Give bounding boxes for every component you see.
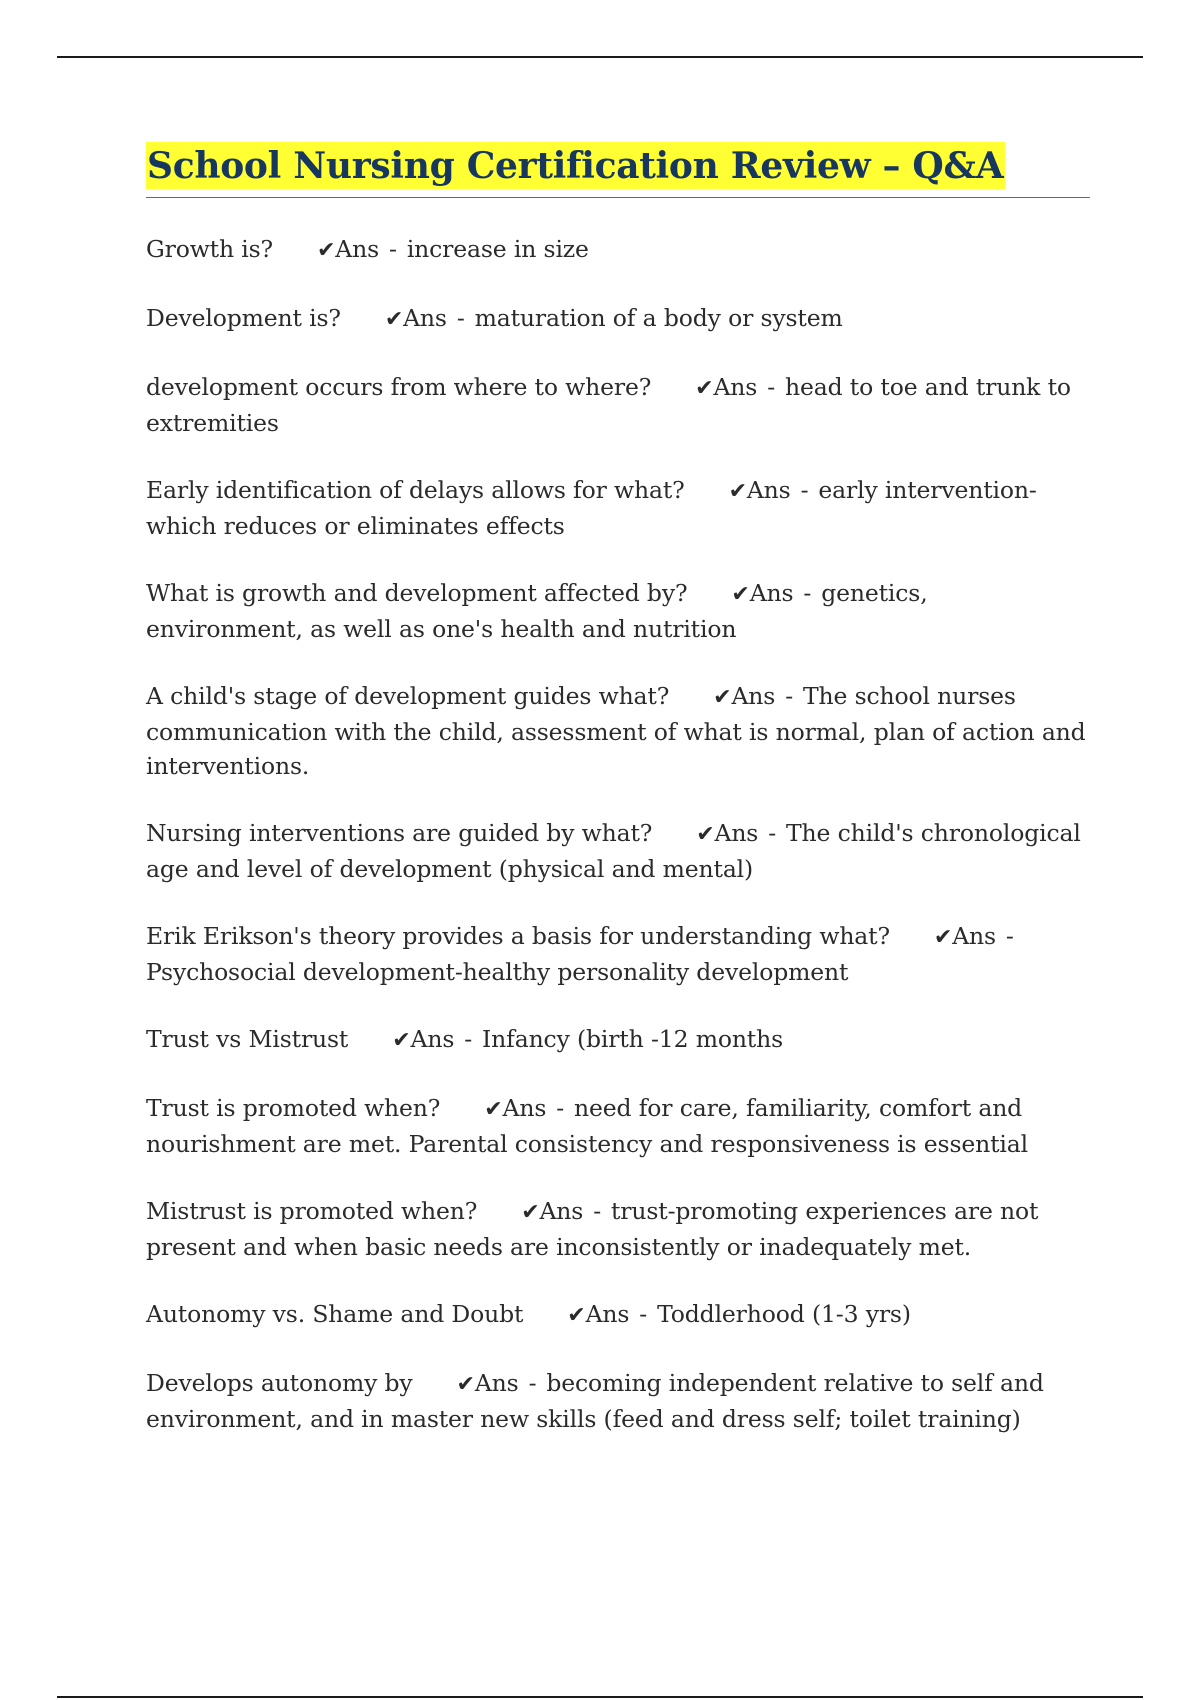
question-text: Trust vs Mistrust [146, 1025, 349, 1053]
answer-dash: - [593, 1197, 601, 1225]
qa-item [146, 1366, 1090, 1436]
answer-dash: - [785, 682, 793, 710]
check-mark-icon: ✔ [933, 925, 953, 950]
answer-text: need for care, familiarity, comfort and nourishment are met. Parental consistency and responsiveness is essential [146, 1094, 1028, 1158]
title-block [146, 142, 1090, 198]
question-text: Develops autonomy by [146, 1369, 413, 1397]
answer-dash: - [767, 373, 775, 401]
question-text: A child's stage of development guides what? [146, 682, 670, 710]
answer-dash: - [456, 304, 465, 332]
question-text: What is growth and development affected by? [146, 579, 688, 607]
answer-dash: - [803, 579, 812, 607]
answer-text: Psychosocial development-healthy personality development [146, 958, 849, 986]
check-mark-icon: ✔ [567, 1303, 586, 1328]
answer-text: Infancy (birth -12 months [482, 1025, 783, 1053]
check-mark-icon: ✔ [317, 238, 336, 263]
page-bottom-rule [57, 1696, 1143, 1698]
answer-dash: - [800, 476, 809, 504]
check-mark-icon: ✔ [695, 376, 714, 401]
question-text: Growth is? [146, 235, 273, 263]
question-text: Mistrust is promoted when? [146, 1197, 478, 1225]
answer-dash: - [1005, 922, 1014, 950]
page-top-rule [57, 56, 1143, 58]
answer-dash: - [556, 1094, 565, 1122]
answer-label: Ans [403, 304, 447, 332]
answer-text: The child's chronological age and level of development (physical and mental) [146, 819, 1081, 883]
qa-item [146, 1091, 1090, 1161]
answer-text: increase in size [406, 235, 589, 263]
qa-item [146, 919, 1090, 989]
qa-item [146, 473, 1090, 543]
answer-dash: - [528, 1369, 537, 1397]
answer-dash: - [768, 819, 777, 847]
answer-label: Ans [539, 1197, 584, 1225]
answer-label: Ans [335, 235, 380, 263]
answer-text: Toddlerhood (1-3 yrs) [657, 1300, 911, 1328]
answer-text: genetics, environment, as well as one's health and nutrition [146, 579, 928, 643]
answer-label: Ans [731, 682, 776, 710]
answer-label: Ans [474, 1369, 519, 1397]
answer-text: The school nurses communication with the child, assessment of what is normal, plan of action and interventions. [146, 682, 1086, 780]
check-mark-icon: ✔ [384, 307, 404, 332]
qa-item [146, 370, 1090, 440]
answer-label: Ans [410, 1025, 455, 1053]
answer-text: early intervention-which reduces or eliminates effects [146, 476, 1037, 540]
answer-dash: - [389, 235, 397, 263]
answer-text: maturation of a body or system [474, 304, 843, 332]
question-text: Development is? [146, 304, 341, 332]
answer-text: head to toe and trunk to extremities [146, 373, 1071, 437]
document-title: School Nursing Certification Review – Q&A [146, 142, 1005, 189]
answer-label: Ans [713, 373, 758, 401]
document-body [146, 142, 1090, 1469]
check-mark-icon: ✔ [521, 1200, 540, 1225]
check-mark-icon: ✔ [713, 685, 732, 710]
check-mark-icon: ✔ [728, 479, 747, 504]
qa-item [146, 301, 1090, 337]
answer-text: trust-promoting experiences are not present and when basic needs are inconsistently or inadequately met. [146, 1197, 1039, 1261]
qa-item [146, 679, 1090, 783]
check-mark-icon: ✔ [456, 1372, 475, 1397]
qa-list [146, 232, 1090, 1436]
qa-item [146, 1022, 1090, 1058]
answer-label: Ans [502, 1094, 547, 1122]
answer-label: Ans [952, 922, 996, 950]
qa-item [146, 232, 1090, 268]
check-mark-icon: ✔ [484, 1097, 503, 1122]
question-text: Early identification of delays allows for what? [146, 476, 685, 504]
question-text: Autonomy vs. Shame and Doubt [146, 1300, 524, 1328]
answer-label: Ans [585, 1300, 630, 1328]
question-text: development occurs from where to where? [146, 373, 652, 401]
answer-dash: - [464, 1025, 473, 1053]
check-mark-icon: ✔ [392, 1028, 411, 1053]
answer-dash: - [639, 1300, 648, 1328]
answer-label: Ans [746, 476, 791, 504]
check-mark-icon: ✔ [731, 582, 750, 607]
question-text: Erik Erikson's theory provides a basis for understanding what? [146, 922, 890, 950]
qa-item [146, 1194, 1090, 1264]
answer-label: Ans [714, 819, 759, 847]
question-text: Trust is promoted when? [146, 1094, 441, 1122]
qa-item [146, 816, 1090, 886]
question-text: Nursing interventions are guided by what? [146, 819, 653, 847]
answer-text: becoming independent relative to self and environment, and in master new skills (feed and dress self; toilet training) [146, 1369, 1044, 1433]
qa-item [146, 576, 1090, 646]
qa-item [146, 1297, 1090, 1333]
answer-label: Ans [749, 579, 794, 607]
check-mark-icon: ✔ [696, 822, 715, 847]
